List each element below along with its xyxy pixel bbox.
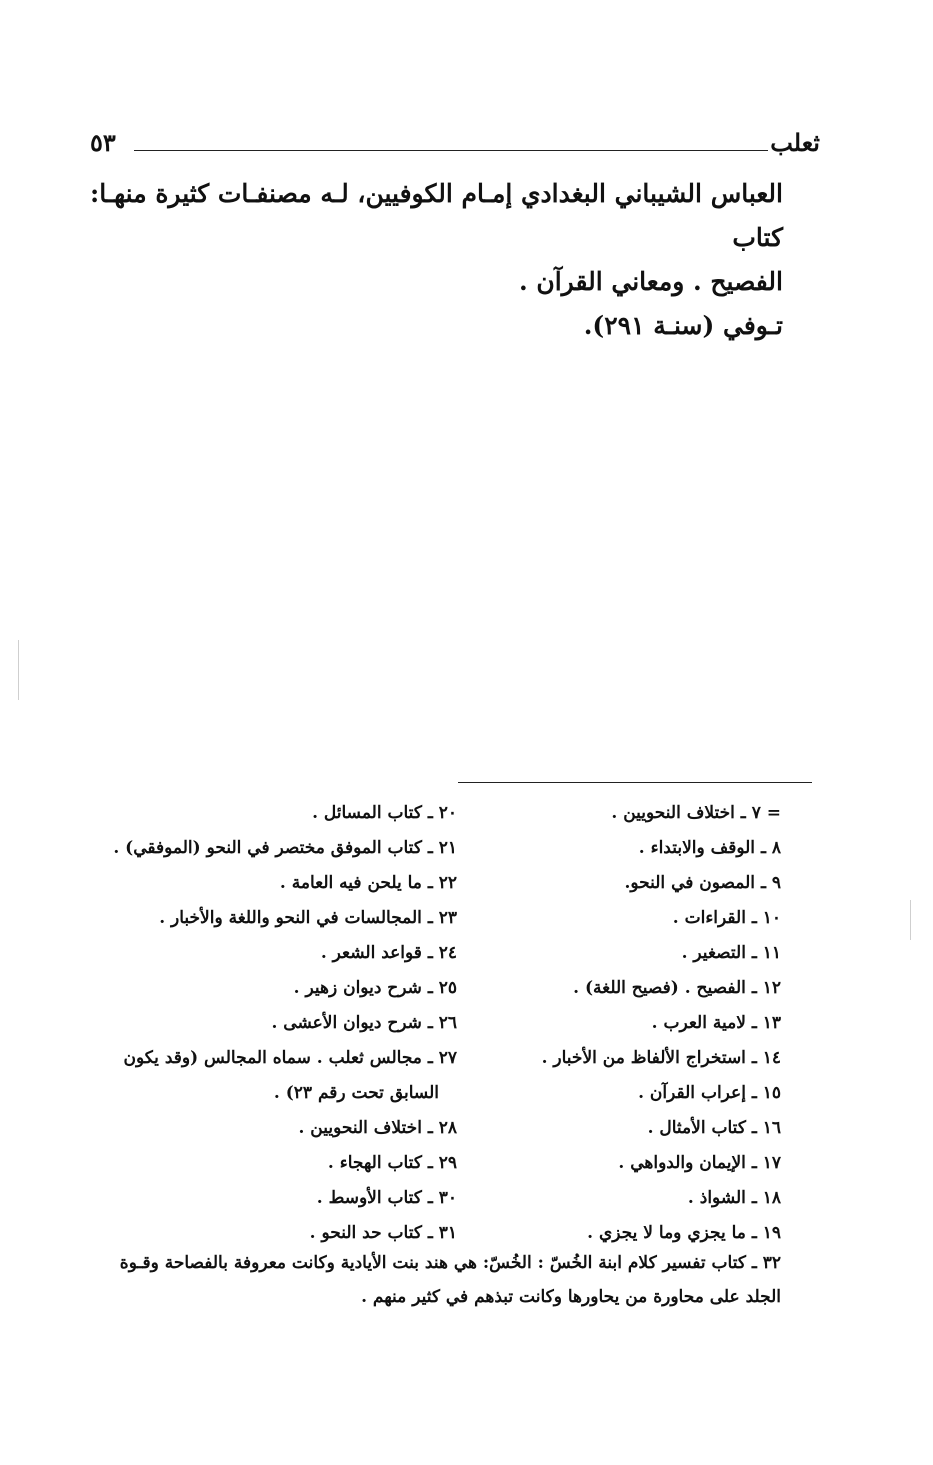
footnote-item: ١٤ ـ استخراج الألفاظ من الأخبار . bbox=[541, 1048, 781, 1068]
running-title: ثعلب bbox=[770, 128, 820, 157]
scan-edge-mark bbox=[18, 640, 19, 700]
footnote-item: = ٧ ـ اختلاف النحويين . bbox=[611, 803, 781, 823]
footnote-left-column bbox=[97, 798, 457, 1253]
page-number: ٥٣ bbox=[90, 128, 116, 157]
footnote-line: الجلد على محاورة من يحاورها وكانت تبذهم في كثير منهم . bbox=[361, 1287, 781, 1307]
footnote-item: ٢٥ ـ شرح ديوان زهير . bbox=[293, 978, 457, 998]
footnote-item: ٢٢ ـ ما يلحن فيه العامة . bbox=[279, 873, 457, 893]
footnote-right-column bbox=[501, 798, 781, 1253]
header-rule bbox=[134, 150, 768, 151]
footnote-separator bbox=[458, 782, 812, 783]
footnote-item: ٩ ـ المصون في النحو. bbox=[624, 873, 781, 893]
main-line: الفصيح . ومعاني القرآن . bbox=[518, 267, 783, 296]
footnote-item: ١١ ـ التصغير . bbox=[681, 943, 781, 963]
footnote-item: ٢٩ ـ كتاب الهجاء . bbox=[327, 1153, 457, 1173]
footnote-full-width bbox=[91, 1246, 781, 1314]
footnote-item: ١٧ ـ الإيمان والدواهي . bbox=[618, 1153, 781, 1173]
footnote-item: ١٣ ـ لامية العرب . bbox=[651, 1013, 781, 1033]
footnote-item: ٢١ ـ كتاب الموفق مختصر في النحو (الموفقي) . bbox=[113, 838, 457, 858]
footnote-item: ٢٧ ـ مجالس ثعلب . سماه المجالس (وقد يكون bbox=[123, 1048, 457, 1068]
footnote-item: ٢٤ ـ قواعد الشعر . bbox=[320, 943, 457, 963]
footnote-line: ٣٢ ـ كتاب تفسير كلام ابنة الخُسّ : الخُسّ: هي هند بنت الأيادية وكانت معروفة بالفصاحة وقـوة bbox=[119, 1253, 781, 1273]
main-line: العباس الشيباني البغدادي إمـام الكوفيين، لـه مصنفـات كثيرة منهـا: كتاب bbox=[89, 179, 783, 252]
footnote-item-continuation: السابق تحت رقم ٢٣) . bbox=[273, 1083, 439, 1103]
main-text bbox=[83, 172, 783, 348]
footnote-item: ٨ ـ الوقف والابتداء . bbox=[638, 838, 781, 858]
footnote-item: ٣٠ ـ كتاب الأوسط . bbox=[316, 1188, 457, 1208]
scan-edge-mark bbox=[910, 900, 911, 940]
footnote-item: ١٠ ـ القراءات . bbox=[672, 908, 781, 928]
footnote-item: ١٩ ـ ما يجزي وما لا يجزي . bbox=[587, 1223, 781, 1243]
footnote-item: ٢٨ ـ اختلاف النحويين . bbox=[298, 1118, 457, 1138]
main-line: تـوفي (سنـة ٢٩١). bbox=[583, 311, 783, 340]
page-header bbox=[90, 128, 820, 168]
footnote-item: ١٨ ـ الشواذ . bbox=[687, 1188, 781, 1208]
footnote-item: ٢٦ ـ شرح ديوان الأعشى . bbox=[271, 1013, 457, 1033]
footnote-item: ٢٠ ـ كتاب المسائل . bbox=[312, 803, 457, 823]
footnote-item: ١٢ ـ الفصيح . (فصيح اللغة) . bbox=[573, 978, 781, 998]
footnote-item: ١٥ ـ إعراب القرآن . bbox=[638, 1083, 781, 1103]
footnote-item: ٣١ ـ كتاب حد النحو . bbox=[309, 1223, 457, 1243]
footnote-item: ١٦ ـ كتاب الأمثال . bbox=[647, 1118, 781, 1138]
footnote-item: ٢٣ ـ المجالسات في النحو واللغة والأخبار . bbox=[159, 908, 457, 928]
